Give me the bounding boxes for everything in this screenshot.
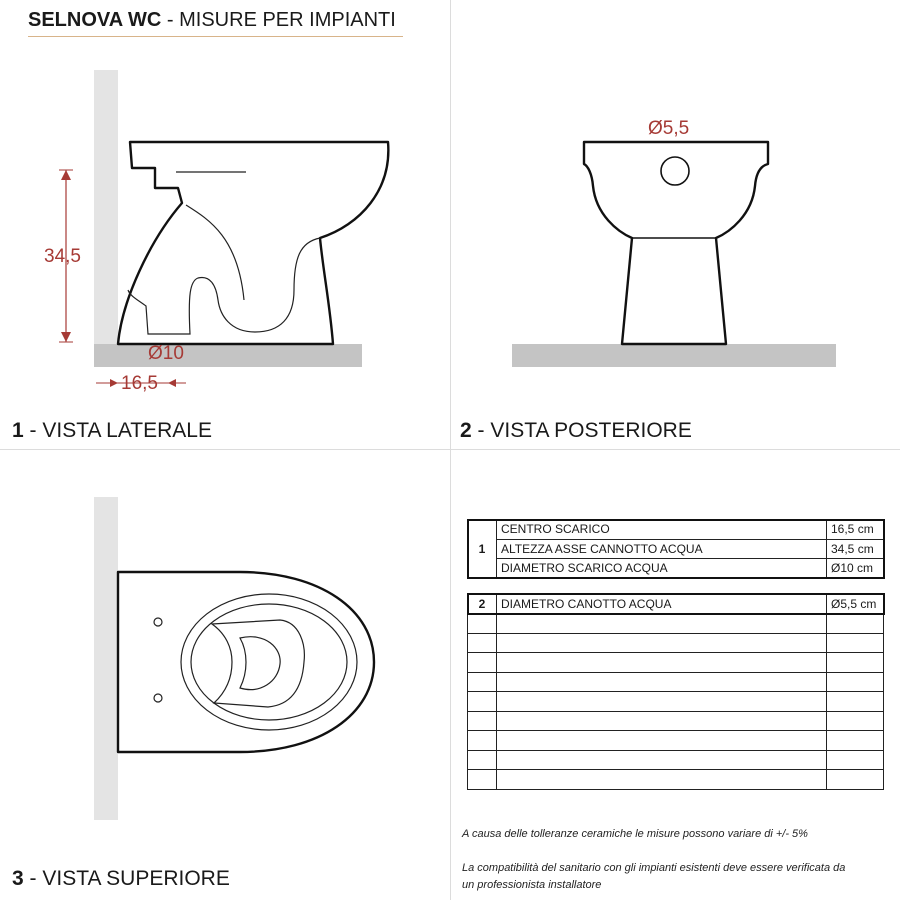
table-row (468, 672, 884, 692)
row-label: CENTRO SCARICO (497, 520, 827, 540)
table-row (468, 750, 884, 770)
empty-cell (497, 672, 827, 692)
table-row (468, 770, 884, 790)
empty-cell (497, 653, 827, 673)
height-dim-arrow-top (61, 170, 71, 180)
empty-cell (497, 770, 827, 790)
table-row (468, 539, 884, 559)
tolerance-note: A causa delle tolleranze ceramiche le misure possono variare di +/- 5% (462, 828, 808, 840)
empty-cell (497, 750, 827, 770)
empty-cell (497, 692, 827, 712)
section-title-side-view (12, 419, 212, 443)
empty-cell (827, 711, 884, 731)
row-value: Ø10 cm (827, 559, 884, 579)
spec-table (467, 519, 884, 790)
empty-cell (468, 731, 497, 751)
empty-cell (468, 672, 497, 692)
group-number: 1 (468, 520, 497, 579)
row-label: ALTEZZA ASSE CANNOTTO ACQUA (497, 539, 827, 559)
empty-cell (827, 750, 884, 770)
side-wall (94, 70, 118, 367)
empty-cell (468, 750, 497, 770)
spec-gap (468, 578, 884, 594)
rear-view-drawing (512, 142, 836, 367)
empty-cell (468, 770, 497, 790)
table-row (468, 692, 884, 712)
spec-group-2 (468, 594, 884, 614)
empty-cell (497, 614, 827, 634)
section-number: 3 (12, 867, 24, 890)
section-label: - VISTA LATERALE (29, 419, 212, 442)
row-value: 16,5 cm (827, 520, 884, 540)
table-row (468, 614, 884, 634)
row-label: DIAMETRO SCARICO ACQUA (497, 559, 827, 579)
compatibility-note-line2: un professionista installatore (462, 879, 602, 891)
empty-cell (827, 653, 884, 673)
row-value: 34,5 cm (827, 539, 884, 559)
row-value: Ø5,5 cm (827, 594, 884, 614)
table-row (468, 653, 884, 673)
empty-cell (827, 672, 884, 692)
table-row (468, 559, 884, 579)
empty-cell (827, 731, 884, 751)
table-row (468, 633, 884, 653)
table-row (468, 594, 884, 614)
section-title-top-view (12, 867, 230, 891)
drain-center-label: 16,5 (121, 373, 158, 394)
table-row (468, 520, 884, 540)
center-dim-arrow-right (168, 379, 176, 387)
height-dimension-label: 34,5 (44, 246, 81, 267)
side-bowl-outline (118, 142, 388, 344)
rear-water-inlet (661, 157, 689, 185)
empty-cell (468, 692, 497, 712)
brand-name: SELNOVA WC (28, 9, 162, 31)
height-dim-arrow-bottom (61, 332, 71, 342)
empty-cell (827, 770, 884, 790)
top-wall (94, 497, 118, 820)
empty-cell (497, 731, 827, 751)
center-dim-arrow-left (110, 379, 118, 387)
section-title-rear-view (460, 419, 692, 443)
table-spacer (468, 578, 884, 594)
section-label: - VISTA SUPERIORE (29, 867, 230, 890)
spec-group-1 (468, 520, 884, 579)
empty-cell (468, 614, 497, 634)
section-label: - VISTA POSTERIORE (477, 419, 692, 442)
empty-cell (827, 633, 884, 653)
table-row (468, 711, 884, 731)
table-row (468, 731, 884, 751)
empty-cell (468, 711, 497, 731)
side-view-drawing (59, 70, 388, 387)
top-view-drawing (94, 497, 374, 820)
drain-diameter-label: Ø10 (148, 343, 184, 364)
water-inlet-diameter-label: Ø5,5 (648, 118, 690, 139)
empty-cell (468, 653, 497, 673)
empty-cell (827, 692, 884, 712)
spec-empty-rows (468, 614, 884, 790)
row-label: DIAMETRO CANOTTO ACQUA (497, 594, 827, 614)
empty-cell (827, 614, 884, 634)
rear-floor (512, 344, 836, 367)
empty-cell (497, 711, 827, 731)
title-subtitle: - MISURE PER IMPIANTI (166, 9, 396, 31)
empty-cell (497, 633, 827, 653)
compatibility-note-line1: La compatibilità del sanitario con gli impianti esistenti deve essere verificata da (462, 862, 846, 874)
section-number: 2 (460, 419, 472, 442)
empty-cell (468, 633, 497, 653)
side-floor (94, 344, 362, 367)
group-number: 2 (468, 594, 497, 614)
section-number: 1 (12, 419, 24, 442)
